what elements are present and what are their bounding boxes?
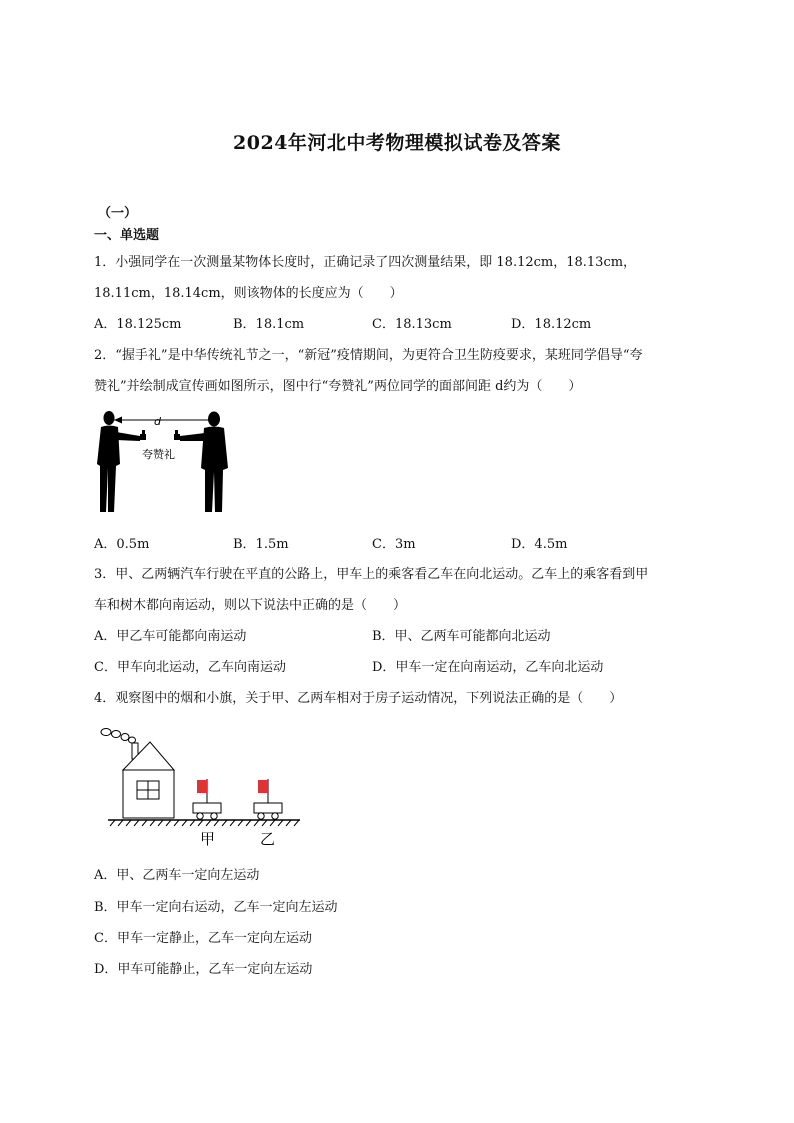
q1-option-c[interactable]: C．18.13cm — [372, 317, 452, 332]
q1-option-d[interactable]: D．18.12cm — [511, 317, 592, 332]
q4-option-b[interactable]: B．甲车一定向右运动，乙车一定向左运动 — [94, 900, 338, 915]
q3-option-a[interactable]: A．甲乙车可能都向南运动 — [94, 629, 247, 644]
q4-option-a[interactable]: A．甲、乙两车一定向左运动 — [94, 868, 260, 883]
q2-option-b[interactable]: B．1.5m — [233, 537, 289, 552]
car-jia-label: 甲 — [200, 830, 216, 848]
ground-line — [108, 820, 300, 826]
figure-caption: 夸赞礼 — [142, 448, 175, 461]
q1-option-b[interactable]: B．18.1cm — [233, 317, 305, 332]
q4-option-d[interactable]: D．甲车可能静止，乙车一定向左运动 — [94, 962, 313, 977]
flag-yi-icon — [258, 780, 268, 793]
q2-option-d[interactable]: D．4.5m — [511, 537, 568, 552]
q3-stem-line1: 3．甲、乙两辆汽车行驶在平直的公路上，甲车上的乘客看乙车在向北运动。乙车上的乘客看到甲 — [94, 567, 649, 582]
q1-option-a[interactable]: A．18.125cm — [94, 317, 182, 332]
thumbs-up-greeting-figure — [92, 406, 242, 518]
q1-stem-line2: 18.11cm，18.14cm，则该物体的长度应为（ ） — [94, 286, 403, 301]
car-jia-icon — [193, 779, 221, 819]
q2-option-a[interactable]: A．0.5m — [94, 537, 150, 552]
flag-jia-icon — [197, 780, 207, 793]
q1-stem-line1: 1．小强同学在一次测量某物体长度时，正确记录了四次测量结果，即 18.12cm，18.13cm， — [94, 255, 637, 270]
car-yi-label: 乙 — [260, 830, 276, 848]
q2-stem-line1: 2．“握手礼”是中华传统礼节之一，“新冠”疫情期间，为更符合卫生防疫要求，某班同学倡导“夸 — [94, 348, 643, 363]
distance-label: d — [154, 415, 161, 428]
q4-option-c[interactable]: C．甲车一定静止，乙车一定向左运动 — [94, 931, 312, 946]
page-title: 2024年河北中考物理模拟试卷及答案 — [233, 132, 561, 154]
house-smoke-flags-figure — [96, 723, 302, 851]
section-heading: 一、单选题 — [94, 228, 160, 243]
q3-option-c[interactable]: C．甲车向北运动，乙车向南运动 — [94, 660, 286, 675]
q4-stem-line1: 4．观察图中的烟和小旗，关于甲、乙两车相对于房子运动情况，下列说法正确的是（ ） — [94, 691, 623, 706]
right-person-silhouette — [174, 412, 228, 513]
q2-stem-line2: 赞礼”并绘制成宣传画如图所示，图中行“夸赞礼”两位同学的面部间距 d约为（ ） — [94, 379, 582, 394]
car-yi-icon — [254, 779, 282, 819]
left-person-silhouette — [97, 411, 146, 512]
q3-stem-line2: 车和树木都向南运动，则以下说法中正确的是（ ） — [94, 598, 407, 613]
house-icon — [123, 742, 174, 818]
q3-option-d[interactable]: D．甲车一定在向南运动，乙车向北运动 — [372, 660, 604, 675]
q3-option-b[interactable]: B．甲、乙两车可能都向北运动 — [372, 629, 551, 644]
section-part: （一） — [98, 206, 138, 221]
smoke-icon — [101, 729, 136, 744]
q2-option-c[interactable]: C．3m — [372, 537, 416, 552]
